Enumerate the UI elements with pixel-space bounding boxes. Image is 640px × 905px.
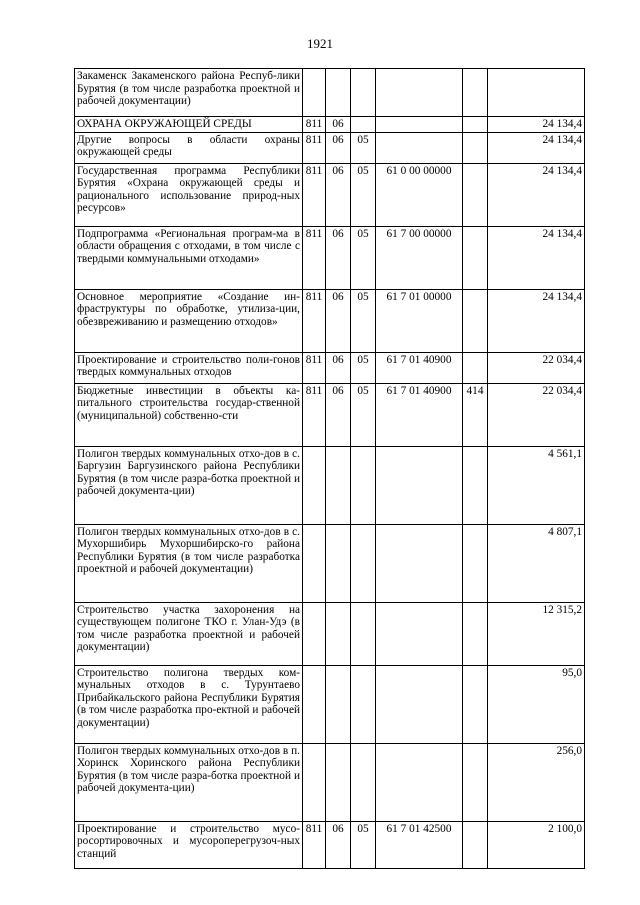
target-article-code: 61 7 01 42500 — [376, 821, 463, 868]
amount: 24 134,4 — [488, 226, 585, 289]
grbs-code — [303, 446, 326, 524]
section-code — [326, 665, 351, 743]
grbs-code: 811 — [303, 821, 326, 868]
target-article-code — [376, 665, 463, 743]
subsection-code — [351, 117, 376, 133]
table-row — [75, 602, 585, 665]
budget-table-body — [75, 69, 585, 869]
amount: 4 561,1 — [488, 446, 585, 524]
target-article-code — [376, 132, 463, 163]
grbs-code — [303, 602, 326, 665]
row-name: Государственная программа Республики Бурятия «Охрана окружающей среды и рационального использование природ-ных ресурсов» — [75, 163, 303, 226]
amount: 2 100,0 — [488, 821, 585, 868]
table-row — [75, 117, 585, 133]
section-code — [326, 69, 351, 117]
target-article-code: 61 7 01 40900 — [376, 352, 463, 383]
page-number: 1921 — [307, 36, 333, 51]
table-row — [75, 665, 585, 743]
target-article-code — [376, 69, 463, 117]
grbs-code: 811 — [303, 289, 326, 352]
table-row — [75, 226, 585, 289]
table-row — [75, 289, 585, 352]
target-article-code — [376, 602, 463, 665]
subsection-code — [351, 446, 376, 524]
section-code — [326, 602, 351, 665]
section-code: 06 — [326, 289, 351, 352]
expense-type-code — [463, 163, 488, 226]
amount: 22 034,4 — [488, 352, 585, 383]
subsection-code: 05 — [351, 163, 376, 226]
table-row — [75, 132, 585, 163]
grbs-code: 811 — [303, 163, 326, 226]
grbs-code: 811 — [303, 383, 326, 446]
amount: 24 134,4 — [488, 289, 585, 352]
subsection-code — [351, 602, 376, 665]
target-article-code: 61 7 01 40900 — [376, 383, 463, 446]
table-row — [75, 743, 585, 821]
expense-type-code — [463, 352, 488, 383]
expense-type-code — [463, 821, 488, 868]
row-name: ОХРАНА ОКРУЖАЮЩЕЙ СРЕДЫ — [75, 117, 303, 133]
row-name: Проектирование и строительство поли-гонов твердых коммунальных отходов — [75, 352, 303, 383]
grbs-code: 811 — [303, 352, 326, 383]
table-row — [75, 69, 585, 117]
amount: 4 807,1 — [488, 524, 585, 602]
amount: 22 034,4 — [488, 383, 585, 446]
subsection-code: 05 — [351, 226, 376, 289]
expense-type-code — [463, 132, 488, 163]
amount: 256,0 — [488, 743, 585, 821]
expense-type-code — [463, 226, 488, 289]
row-name: Полигон твердых коммунальных отхо-дов в п. Хоринск Хоринского района Республики Бурятия (в том числе разра-ботка проектной и рабочей документа-ции) — [75, 743, 303, 821]
amount: 12 315,2 — [488, 602, 585, 665]
budget-table — [74, 68, 585, 869]
table-row — [75, 821, 585, 868]
expense-type-code — [463, 665, 488, 743]
subsection-code — [351, 743, 376, 821]
grbs-code: 811 — [303, 226, 326, 289]
grbs-code — [303, 524, 326, 602]
grbs-code — [303, 69, 326, 117]
section-code — [326, 446, 351, 524]
table-row — [75, 163, 585, 226]
subsection-code: 05 — [351, 821, 376, 868]
subsection-code: 05 — [351, 132, 376, 163]
section-code: 06 — [326, 383, 351, 446]
expense-type-code — [463, 602, 488, 665]
target-article-code: 61 7 01 00000 — [376, 289, 463, 352]
amount: 24 134,4 — [488, 132, 585, 163]
grbs-code — [303, 665, 326, 743]
row-name: Бюджетные инвестиции в объекты ка-питального строительства государ-ственной (муниципальной) собственно-сти — [75, 383, 303, 446]
target-article-code — [376, 743, 463, 821]
target-article-code — [376, 524, 463, 602]
expense-type-code: 414 — [463, 383, 488, 446]
row-name: Строительство полигона твердых ком-мунальных отходов в с. Турунтаево Прибайкальского района Республики Бурятия (в том числе разработка про-ектной и рабочей документации) — [75, 665, 303, 743]
row-name: Полигон твердых коммунальных отхо-дов в с. Мухоршибирь Мухоршибирско-го района Республики Бурятия (в том числе разработка проектной и рабочей документации) — [75, 524, 303, 602]
subsection-code — [351, 524, 376, 602]
table-row — [75, 383, 585, 446]
section-code: 06 — [326, 163, 351, 226]
row-name: Другие вопросы в области охраны окружающей среды — [75, 132, 303, 163]
section-code — [326, 743, 351, 821]
section-code: 06 — [326, 352, 351, 383]
section-code: 06 — [326, 821, 351, 868]
row-name: Строительство участка захоронения на существующем полигоне ТКО г. Улан-Удэ (в том числе разработка проектной и рабочей документации) — [75, 602, 303, 665]
expense-type-code — [463, 524, 488, 602]
row-name: Закаменск Закаменского района Респуб-лики Бурятия (в том числе разработка проектной и рабочей документации) — [75, 69, 303, 117]
target-article-code: 61 7 00 00000 — [376, 226, 463, 289]
target-article-code: 61 0 00 00000 — [376, 163, 463, 226]
grbs-code: 811 — [303, 132, 326, 163]
section-code: 06 — [326, 117, 351, 133]
expense-type-code — [463, 446, 488, 524]
amount: 24 134,4 — [488, 117, 585, 133]
expense-type-code — [463, 743, 488, 821]
table-row — [75, 352, 585, 383]
expense-type-code — [463, 117, 488, 133]
section-code — [326, 524, 351, 602]
amount: 95,0 — [488, 665, 585, 743]
amount — [488, 69, 585, 117]
subsection-code: 05 — [351, 383, 376, 446]
subsection-code — [351, 69, 376, 117]
section-code: 06 — [326, 226, 351, 289]
target-article-code — [376, 117, 463, 133]
table-row — [75, 446, 585, 524]
subsection-code: 05 — [351, 352, 376, 383]
expense-type-code — [463, 289, 488, 352]
subsection-code — [351, 665, 376, 743]
table-row — [75, 524, 585, 602]
amount: 24 134,4 — [488, 163, 585, 226]
row-name: Подпрограмма «Региональная програм-ма в области обращения с отходами, в том числе с твердыми коммунальными отходами» — [75, 226, 303, 289]
subsection-code: 05 — [351, 289, 376, 352]
target-article-code — [376, 446, 463, 524]
row-name: Полигон твердых коммунальных отхо-дов в с. Баргузин Баргузинского района Республики Бурятия (в том числе разра-ботка проектной и рабочей документа-ции) — [75, 446, 303, 524]
expense-type-code — [463, 69, 488, 117]
section-code: 06 — [326, 132, 351, 163]
row-name: Проектирование и строительство мусо-росортировочных и мусороперегрузоч-ных станций — [75, 821, 303, 868]
grbs-code — [303, 743, 326, 821]
row-name: Основное мероприятие «Создание ин-фраструктуры по обработке, утилиза-ции, обезвреживанию и размещению отходов» — [75, 289, 303, 352]
grbs-code: 811 — [303, 117, 326, 133]
